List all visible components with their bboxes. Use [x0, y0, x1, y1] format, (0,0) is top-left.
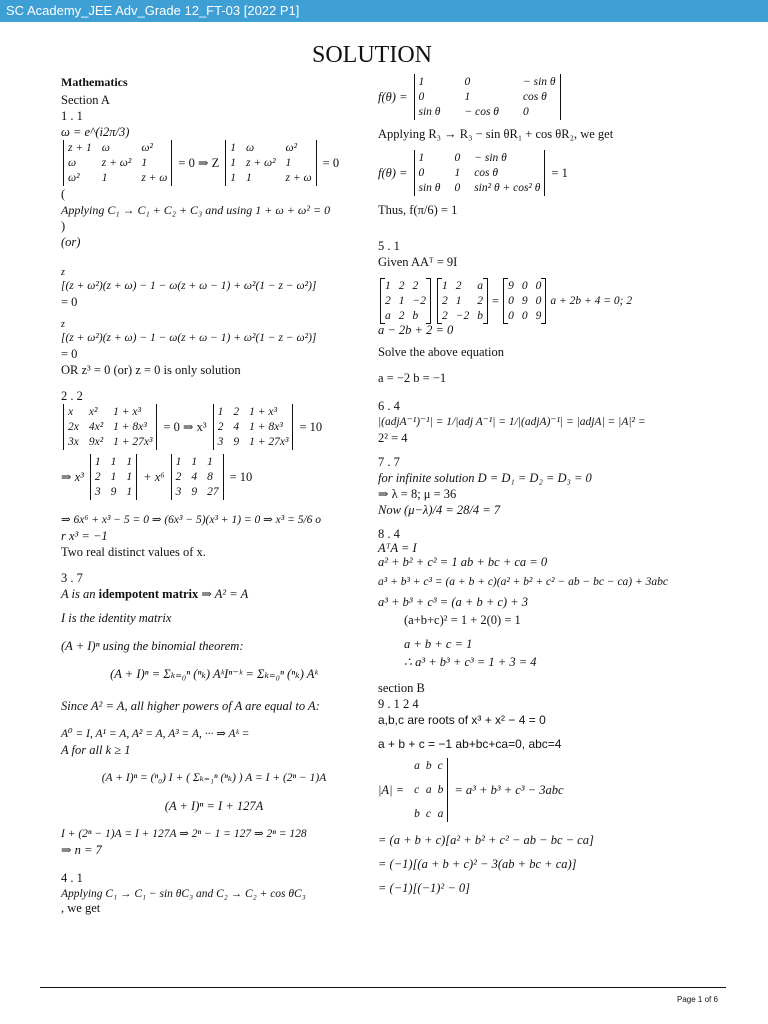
matrix-cell: 0	[454, 182, 461, 194]
q8-line5: (a+b+c)² = 1 + 2(0) = 1	[404, 613, 521, 627]
matrix-cell: 2	[217, 421, 224, 433]
q4-line2: , we get	[61, 901, 101, 915]
matrix-cell: c	[425, 808, 431, 820]
matrix-cell: 9	[508, 280, 514, 292]
matrix-cell: 4x²	[88, 421, 104, 433]
q1-or: (or)	[61, 235, 81, 249]
matrix-cell: 1	[230, 142, 236, 154]
matrix-cell: 0	[508, 295, 514, 307]
matrix-cell: 2	[233, 406, 240, 418]
matrix-cell: 1	[110, 471, 117, 483]
q3-l1a: A is an	[61, 587, 99, 601]
page-title: SOLUTION	[312, 42, 432, 68]
q3-line11: ⇒ n = 7	[61, 843, 102, 857]
matrix-cell: a	[425, 784, 432, 796]
matrix-cell: cos θ	[474, 167, 499, 179]
q4-f1: f(θ) =	[378, 89, 408, 104]
matrix-cell: a	[385, 310, 391, 322]
matrix-cell: b	[412, 310, 419, 322]
q8-line3: a³ + b³ + c³ = (a + b + c)(a² + b² + c² − ab − bc − ca) + 3abc	[378, 576, 668, 588]
matrix-cell: −2	[455, 310, 470, 322]
q9-detres: = a³ + b³ + c³ − 3abc	[454, 782, 564, 797]
q5-cond: a + 2b + 4 = 0; 2	[550, 295, 633, 307]
matrix-cell: b	[425, 760, 432, 772]
q5-mat-c	[503, 278, 546, 324]
matrix-cell: 0	[454, 152, 461, 164]
matrix-cell: a	[477, 280, 484, 292]
matrix-cell: 2	[94, 471, 101, 483]
matrix-cell: 1 + 27x³	[249, 436, 289, 448]
matrix-cell: sin θ	[418, 182, 441, 194]
q1-expr1: [(z + ω²)(z + ω) − 1 − ω(z + ω − 1) + ω²(1 − z − ω²)]	[61, 280, 317, 292]
q1-omega: ω = e^(i2π/3)	[61, 125, 130, 139]
matrix-cell: 2	[175, 471, 182, 483]
matrix-cell: 1	[191, 456, 198, 468]
matrix-cell: 1	[418, 152, 425, 164]
matrix-cell: 1	[455, 295, 462, 307]
matrix-cell: 1 + 8x³	[249, 421, 283, 433]
matrix-cell: 1	[94, 456, 101, 468]
matrix-cell: 1	[101, 172, 108, 184]
q9-absA: |A| =	[378, 782, 405, 797]
q3-l1c: ⇒ A² = A	[198, 587, 249, 601]
q4-det-1	[414, 74, 561, 120]
matrix-cell: 1	[175, 456, 182, 468]
q1-det-eq2: = 0	[322, 155, 340, 170]
q5-ans: a = −2 b = −1	[378, 371, 447, 385]
q4-det-2	[414, 150, 546, 196]
matrix-cell: 2	[385, 295, 391, 307]
q2-det-c	[90, 454, 137, 500]
matrix-cell: 1	[230, 157, 236, 169]
q8-number: 8 . 4	[378, 527, 400, 541]
q4-f2: f(θ) =	[378, 165, 408, 180]
section-label: Section A	[61, 93, 110, 107]
matrix-cell: 3x	[68, 436, 79, 448]
q1-number: 1 . 1	[61, 109, 83, 123]
q9-line1: a,b,c are roots of x³ + x² − 4 = 0	[378, 713, 546, 727]
matrix-cell: 1	[245, 172, 252, 184]
matrix-cell: ω²	[68, 172, 80, 184]
matrix-cell: a	[414, 760, 420, 772]
q3-line9: (A + I)ⁿ = I + 127A	[164, 799, 264, 813]
q1-close-paren: )	[61, 219, 66, 233]
q4-number: 4 . 1	[61, 871, 83, 885]
matrix-cell: − sin θ	[522, 76, 556, 88]
q7-line2: ⇒ λ = 8; μ = 36	[378, 487, 457, 501]
q4-thus: Thus, f(π/6) = 1	[378, 203, 458, 217]
matrix-cell: b	[414, 808, 420, 820]
matrix-cell: b	[477, 310, 484, 322]
matrix-cell: 27	[207, 486, 219, 498]
q5-given: Given AAᵀ = 9I	[378, 255, 458, 269]
q8-line7: ∴ a³ + b³ + c³ = 1 + 3 = 4	[404, 655, 537, 669]
matrix-cell: 9	[521, 295, 528, 307]
q6-number: 6 . 4	[378, 399, 400, 413]
matrix-cell: 0	[508, 310, 514, 322]
matrix-cell: c	[414, 784, 420, 796]
matrix-cell: 1	[442, 280, 448, 292]
matrix-cell: 0	[521, 310, 528, 322]
matrix-cell: 1	[385, 280, 391, 292]
q3-line8: (A + I)ⁿ = (ⁿ₀) I + ( Σₖ₌₁ⁿ (ⁿₖ) ) A = I + (2ⁿ − 1)A	[101, 772, 327, 784]
matrix-cell: 9	[110, 486, 117, 498]
q3-line10: I + (2ⁿ − 1)A = I + 127A ⇒ 2ⁿ − 1 = 127 ⇒ 2ⁿ = 128	[61, 828, 307, 840]
matrix-cell: 0	[535, 280, 542, 292]
q1-z2: z	[61, 319, 65, 330]
q5-number: 5 . 1	[378, 239, 400, 253]
q4-f2-row	[378, 150, 723, 196]
q1-open-paren: (	[61, 187, 66, 201]
matrix-cell: 2	[455, 280, 462, 292]
matrix-cell: ω²	[285, 142, 298, 154]
matrix-cell: 2	[398, 310, 405, 322]
q3-line5: Since A² = A, all higher powers of A are equal to A:	[61, 699, 320, 713]
matrix-cell: 1	[126, 471, 133, 483]
q7-number: 7 . 7	[378, 455, 400, 469]
q1-eq0-b: = 0	[61, 347, 78, 361]
q8-line4: a³ + b³ + c³ = (a + b + c) + 3	[378, 595, 529, 609]
q2-eq3: = 10	[229, 469, 253, 484]
matrix-cell: 1	[217, 406, 224, 418]
q1-det-eq1: = 0 ⇒ Z	[178, 156, 220, 170]
left-column	[61, 74, 367, 914]
matrix-cell: z + ω²	[245, 157, 276, 169]
matrix-cell: 3	[94, 486, 101, 498]
q1-applying: Applying C₁ → C₁ + C₂ + C₃ and using 1 + ω + ω² = 0	[61, 203, 331, 217]
matrix-cell: − sin θ	[474, 152, 507, 164]
q2-line3: Two real distinct values of x.	[61, 545, 206, 559]
matrix-cell: 1	[207, 456, 213, 468]
q5-matrix-row	[378, 278, 723, 324]
matrix-cell: 4	[233, 421, 240, 433]
matrix-cell: z + ω²	[101, 157, 132, 169]
q4-applying: Applying R₃ → R₃ − sin θR₁ + cos θR₂, we get	[378, 127, 614, 141]
matrix-cell: 1	[464, 91, 471, 103]
q4-eq1: = 1	[551, 165, 568, 180]
q1-det-left	[63, 140, 172, 186]
matrix-cell: 1 + x³	[113, 406, 141, 418]
q1-eq0-a: = 0	[61, 295, 78, 309]
header-bar	[0, 0, 768, 22]
page-number: Page 1 of 6	[677, 995, 718, 1004]
q2-det-d	[171, 454, 224, 500]
section-b-label: section B	[378, 681, 425, 695]
q1-det-row	[61, 140, 367, 186]
q5-eq: =	[492, 293, 500, 308]
q8-line2: a² + b² + c² = 1 ab + bc + ca = 0	[378, 555, 548, 569]
matrix-cell: 0	[535, 295, 542, 307]
matrix-cell: 1	[141, 157, 148, 169]
q9-line2: a + b + c = −1 ab+bc+ca=0, abc=4	[378, 737, 562, 751]
q2-det-a	[63, 404, 157, 450]
matrix-cell: 2	[412, 280, 419, 292]
matrix-cell: 3	[175, 486, 182, 498]
matrix-cell: z + 1	[68, 142, 92, 154]
matrix-cell: 1	[454, 167, 461, 179]
matrix-cell: 8	[207, 471, 213, 483]
q1-z1: z	[61, 267, 65, 278]
footer-divider	[40, 987, 726, 988]
q3-line1	[61, 586, 367, 602]
q3-line6: A⁰ = I, A¹ = A, A² = A, A³ = A, ··· ⇒ Aᵏ =	[61, 728, 250, 740]
matrix-cell: 1	[230, 172, 236, 184]
matrix-cell: 9	[535, 310, 542, 322]
q2-number: 2 . 2	[61, 389, 83, 403]
matrix-cell: z + ω	[285, 172, 312, 184]
q7-line1: for infinite solution D = D₁ = D₂ = D₃ = 0	[378, 471, 592, 485]
matrix-cell: cos θ	[522, 91, 547, 103]
q9-line5: = (−1)[(−1)² − 0]	[378, 881, 470, 895]
q3-line4: (A + I)ⁿ = Σₖ₌₀ⁿ (ⁿₖ) AᵏIⁿ⁻ᵏ = Σₖ₌₀ⁿ (ⁿₖ) Aᵏ	[110, 667, 318, 681]
q2-line2: r x³ = −1	[61, 529, 108, 543]
matrix-cell: 1	[418, 76, 425, 88]
q8-line6: a + b + c = 1	[404, 637, 473, 651]
matrix-cell: 1	[110, 456, 117, 468]
matrix-cell: 0	[464, 76, 471, 88]
q1-conclusion: OR z³ = 0 (or) z = 0 is only solution	[61, 363, 241, 377]
q2-line1: ⇒ 6x⁶ + x³ − 5 = 0 ⇒ (6x³ − 5)(x³ + 1) = 0 ⇒ x³ = 5/6 o	[61, 514, 322, 526]
q3-l1b: idempotent matrix	[98, 587, 199, 601]
matrix-cell: 2x	[68, 421, 79, 433]
matrix-cell: ω²	[141, 142, 153, 154]
matrix-cell: 0	[418, 167, 425, 179]
q1-expr2: [(z + ω²)(z + ω) − 1 − ω(z + ω − 1) + ω²(1 − z − ω²)]	[61, 332, 317, 344]
matrix-cell: 3	[217, 436, 224, 448]
matrix-cell: 1	[126, 456, 133, 468]
matrix-cell: 1	[285, 157, 292, 169]
matrix-cell: c	[437, 760, 443, 772]
q3-number: 3 . 7	[61, 571, 83, 585]
matrix-cell: 0	[522, 106, 529, 118]
matrix-cell: ω	[101, 142, 110, 154]
matrix-cell: 2	[477, 295, 484, 307]
right-column	[378, 74, 723, 896]
matrix-cell: sin θ	[418, 106, 441, 118]
matrix-cell: sin² θ + cos² θ	[474, 182, 541, 194]
q2-det-b	[213, 404, 294, 450]
q9-line3: = (a + b + c)[a² + b² + c² − ab − bc − ca]	[378, 833, 594, 847]
q7-line3: Now (μ−λ)/4 = 28/4 = 7	[378, 503, 501, 517]
matrix-cell: −2	[412, 295, 427, 307]
q5-mat-a	[380, 278, 431, 324]
matrix-cell: a	[437, 808, 444, 820]
q2-plus: + x⁶	[143, 469, 165, 484]
q5-cond2: a − 2b + 2 = 0	[378, 323, 454, 337]
matrix-cell: 1 + 27x³	[113, 436, 153, 448]
q3-line7: A for all k ≥ 1	[61, 743, 131, 757]
q9-det	[410, 758, 448, 822]
q6-line1: |(adjA⁻¹)⁻¹| = 1/|adj A⁻¹| = 1/|(adjA)⁻¹| = |adjA| = |A|² =	[378, 416, 646, 428]
q3-line2: I is the identity matrix	[61, 611, 172, 625]
matrix-cell: 2	[398, 280, 405, 292]
matrix-cell: 9	[233, 436, 240, 448]
subject-heading: Mathematics	[61, 75, 128, 89]
matrix-cell: 9x²	[88, 436, 104, 448]
q1-det-right	[225, 140, 316, 186]
q5-mat-b	[437, 278, 488, 324]
q2-eq2: = 10	[299, 419, 323, 434]
q2-det-row2	[61, 454, 367, 500]
q9-det-row	[378, 758, 723, 822]
matrix-cell: − cos θ	[464, 106, 499, 118]
matrix-cell: ω	[68, 157, 77, 169]
matrix-cell: 9	[191, 486, 198, 498]
matrix-cell: b	[437, 784, 444, 796]
q4-line1: Applying C₁ → C₁ − sin θC₃ and C₂ → C₂ + cos θC₃	[61, 888, 306, 900]
matrix-cell: 2	[442, 295, 448, 307]
header-title: SC Academy_JEE Adv_Grade 12_FT-03 [2022 P1]	[6, 3, 300, 18]
q4-f1-row	[378, 74, 723, 120]
q8-line1: AᵀA = I	[378, 541, 417, 555]
q9-line4: = (−1)[(a + b + c)² − 3(ab + bc + ca)]	[378, 857, 577, 871]
q6-line2: 2² = 4	[378, 431, 408, 445]
q2-pre3: ⇒ x³	[61, 470, 84, 484]
matrix-cell: 1 + x³	[249, 406, 277, 418]
matrix-cell: x	[68, 406, 74, 418]
matrix-cell: x²	[88, 406, 98, 418]
matrix-cell: 1	[126, 486, 133, 498]
q9-number: 9 . 1 2 4	[378, 697, 419, 711]
matrix-cell: 1 + 8x³	[113, 421, 147, 433]
q3-line3: (A + I)ⁿ using the binomial theorem:	[61, 639, 244, 653]
q2-eq1: = 0 ⇒ x³	[163, 420, 207, 434]
matrix-cell: z + ω	[141, 172, 168, 184]
q2-det-row1	[61, 404, 367, 450]
matrix-cell: ω	[245, 142, 255, 154]
matrix-cell: 2	[442, 310, 448, 322]
matrix-cell: 0	[521, 280, 528, 292]
matrix-cell: 0	[418, 91, 425, 103]
matrix-cell: 1	[398, 295, 405, 307]
q5-solve: Solve the above equation	[378, 345, 505, 359]
matrix-cell: 4	[191, 471, 198, 483]
